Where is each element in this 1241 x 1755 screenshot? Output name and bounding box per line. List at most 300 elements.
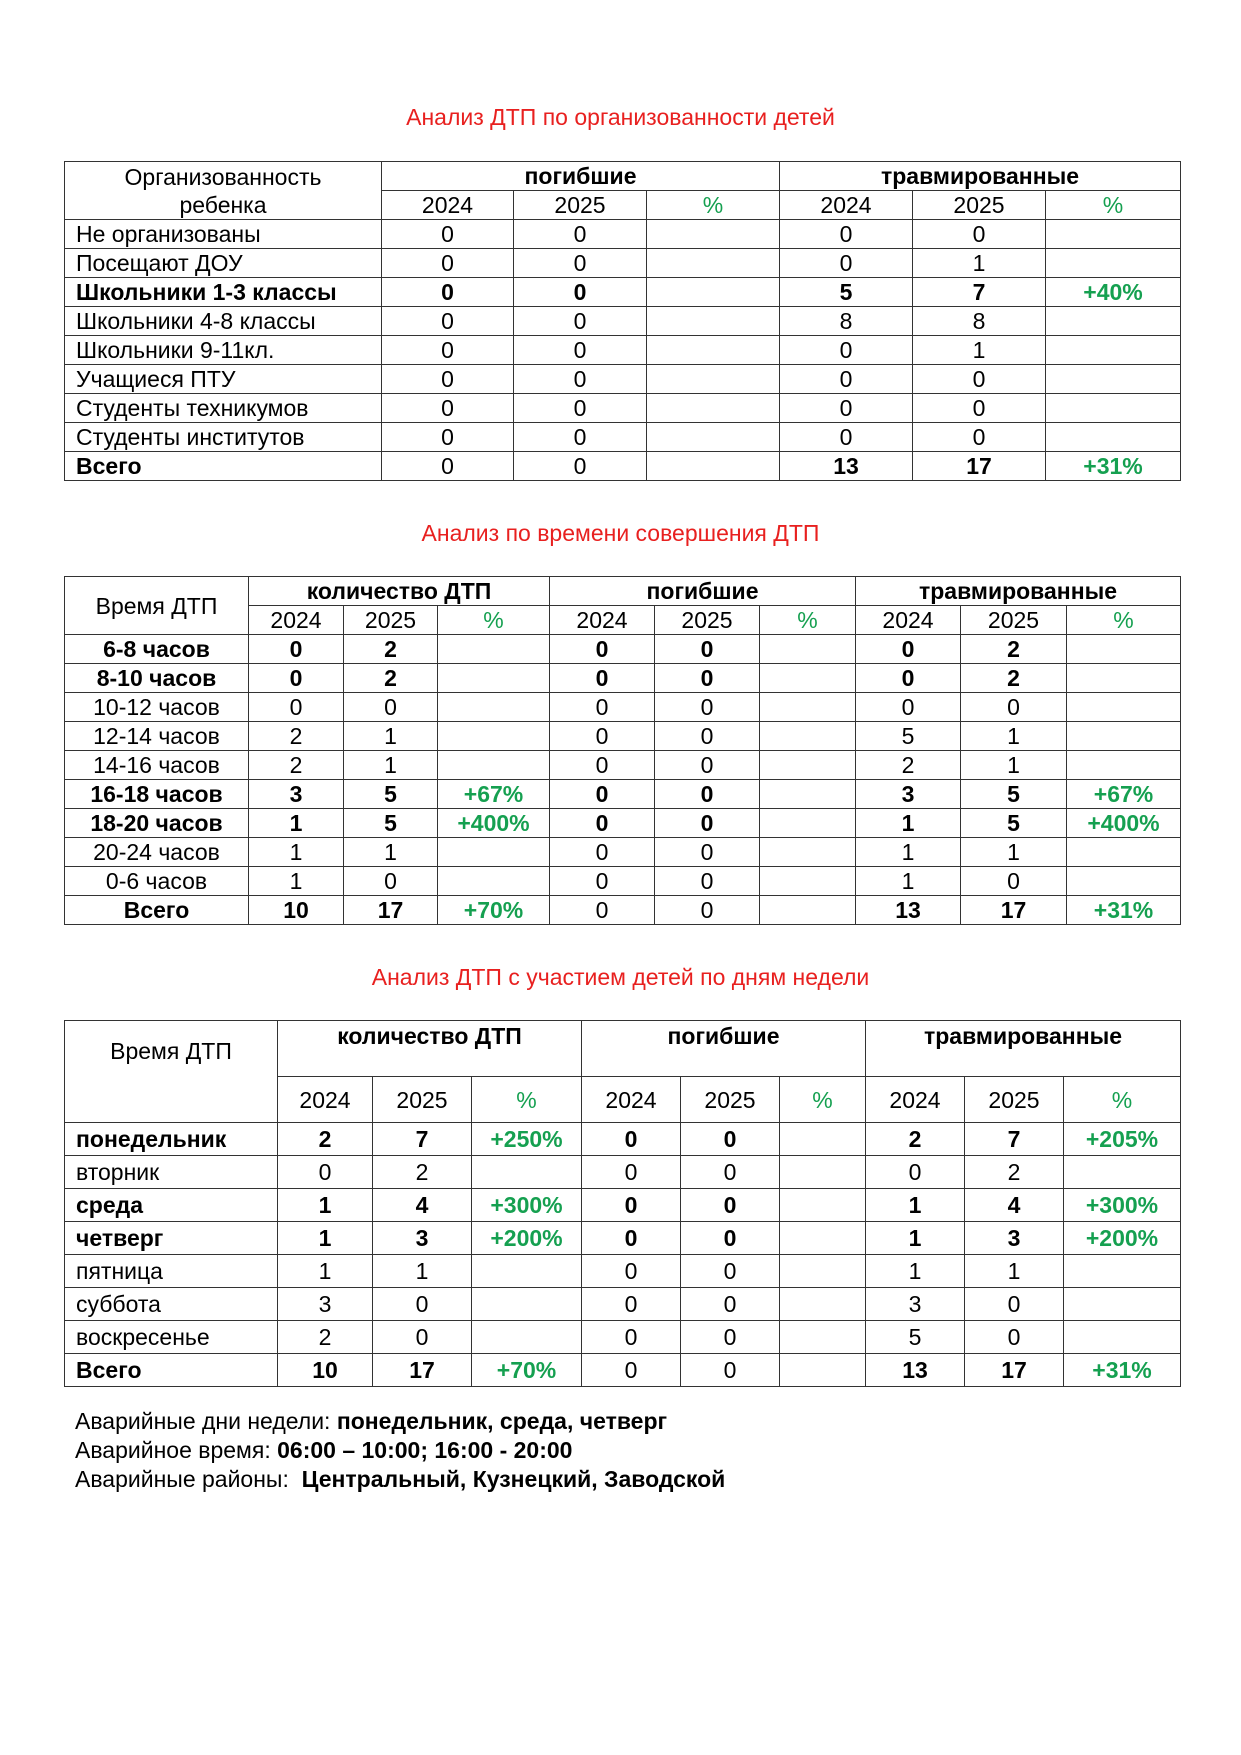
cell-percent [780,1321,866,1354]
cell: 17 [344,896,438,925]
cell-percent [647,336,780,365]
cell: 1 [866,1255,965,1288]
cell: 0 [582,1156,681,1189]
cell: 0 [780,365,913,394]
cell: 17 [913,452,1046,481]
cell-percent: +400% [1067,809,1181,838]
cell-percent [647,249,780,278]
cell: 0 [655,664,760,693]
cell-percent [1046,365,1181,394]
cell: 0 [582,1222,681,1255]
cell: 3 [856,780,961,809]
cell-percent [438,867,550,896]
cell: 3 [373,1222,472,1255]
cell-percent [647,394,780,423]
table-row [65,278,1181,307]
cell: 2 [249,722,344,751]
header-died: погибшие [582,1021,866,1077]
cell: 0 [550,664,655,693]
header-injured: травмированные [856,577,1181,606]
cell-percent [1067,664,1181,693]
row-label: 6-8 часов [65,635,249,664]
table-row [65,867,1181,896]
table-row [65,664,1181,693]
footer-dangerous-areas [75,1465,725,1494]
cell: 0 [655,751,760,780]
header-injured: травмированные [866,1021,1181,1077]
cell: 2 [344,635,438,664]
cell-percent: +300% [472,1189,582,1222]
cell: 1 [344,838,438,867]
header-year-2025: 2025 [655,606,760,635]
cell: 0 [961,867,1067,896]
table-row [65,394,1181,423]
cell: 5 [961,780,1067,809]
cell: 0 [582,1354,681,1387]
table2-title: Анализ по времени совершения ДТП [421,520,820,546]
row-label: Студенты техникумов [65,394,382,423]
cell: 7 [373,1123,472,1156]
cell-percent [647,220,780,249]
row-label: Всего [65,896,249,925]
header-percent: % [438,606,550,635]
cell: 0 [655,809,760,838]
table-row [65,336,1181,365]
cell: 0 [373,1321,472,1354]
row-label: Учащиеся ПТУ [65,365,382,394]
header-percent: % [780,1077,866,1123]
cell: 0 [961,693,1067,722]
table-row [65,307,1181,336]
cell: 1 [856,809,961,838]
cell-percent [760,635,856,664]
cell-percent [438,722,550,751]
cell-percent [1064,1156,1181,1189]
table-row-total [65,896,1181,925]
table-row [65,635,1181,664]
cell-percent [780,1255,866,1288]
header-count: количество ДТП [278,1021,582,1077]
cell: 3 [965,1222,1064,1255]
header-year-2024: 2024 [582,1077,681,1123]
header-percent: % [1067,606,1181,635]
row-label: суббота [65,1288,278,1321]
cell: 0 [681,1189,780,1222]
cell-percent [780,1288,866,1321]
table-row [65,751,1181,780]
cell: 1 [961,838,1067,867]
cell-percent [1067,722,1181,751]
cell: 1 [344,751,438,780]
cell: 0 [514,307,647,336]
row-label: Посещают ДОУ [65,249,382,278]
row-label: 0-6 часов [65,867,249,896]
cell-percent [760,751,856,780]
cell-percent: +300% [1064,1189,1181,1222]
cell-percent [1067,693,1181,722]
table-row [65,1156,1181,1189]
cell: 4 [965,1189,1064,1222]
cell-percent: +31% [1046,452,1181,481]
header-organization: Организованность ребенка [65,162,382,220]
cell-percent [438,751,550,780]
cell-percent: +400% [438,809,550,838]
cell-percent [472,1255,582,1288]
row-label: Студенты институтов [65,423,382,452]
cell: 1 [249,809,344,838]
cell: 0 [780,220,913,249]
row-label: среда [65,1189,278,1222]
cell-percent: +67% [438,780,550,809]
row-label: 12-14 часов [65,722,249,751]
cell: 0 [655,867,760,896]
cell: 0 [550,635,655,664]
row-label: воскресенье [65,1321,278,1354]
header-year-2025: 2025 [961,606,1067,635]
table-row [65,220,1181,249]
cell: 0 [965,1321,1064,1354]
cell: 0 [249,693,344,722]
cell-percent [780,1354,866,1387]
cell: 0 [550,896,655,925]
cell-percent [647,307,780,336]
cell-percent [438,838,550,867]
table-row [65,838,1181,867]
table-row [65,693,1181,722]
header-year-2024: 2024 [278,1077,373,1123]
row-label: понедельник [65,1123,278,1156]
cell: 0 [655,838,760,867]
cell-percent [647,423,780,452]
row-label: Школьники 9-11кл. [65,336,382,365]
cell: 1 [278,1222,373,1255]
header-percent: % [647,191,780,220]
header-year-2025: 2025 [913,191,1046,220]
cell: 3 [278,1288,373,1321]
cell-percent [760,896,856,925]
cell-percent [1046,336,1181,365]
footer-areas-value: Центральный, Кузнецкий, Заводской [301,1466,726,1492]
cell: 0 [514,249,647,278]
table-row [65,365,1181,394]
cell: 10 [249,896,344,925]
cell-percent: +250% [472,1123,582,1156]
row-label: 18-20 часов [65,809,249,838]
cell-percent [472,1156,582,1189]
cell: 0 [582,1288,681,1321]
cell: 2 [278,1321,373,1354]
cell: 5 [961,809,1067,838]
table-row [65,1288,1181,1321]
cell: 10 [278,1354,373,1387]
table-row [65,1189,1181,1222]
cell: 3 [249,780,344,809]
cell-percent [438,635,550,664]
cell: 7 [965,1123,1064,1156]
row-label: 10-12 часов [65,693,249,722]
cell-percent [1064,1255,1181,1288]
cell: 0 [681,1255,780,1288]
cell: 0 [780,249,913,278]
cell: 0 [965,1288,1064,1321]
cell: 0 [382,278,514,307]
header-year-2025: 2025 [373,1077,472,1123]
cell: 2 [278,1123,373,1156]
cell: 0 [681,1288,780,1321]
cell-percent [1046,423,1181,452]
cell: 1 [856,867,961,896]
cell: 0 [550,867,655,896]
cell: 0 [913,394,1046,423]
cell: 0 [681,1156,780,1189]
cell: 8 [780,307,913,336]
cell: 1 [961,751,1067,780]
cell: 13 [866,1354,965,1387]
footer-dangerous-days [75,1407,725,1436]
cell: 0 [514,365,647,394]
header-percent: % [1046,191,1181,220]
cell: 0 [373,1288,472,1321]
cell: 1 [373,1255,472,1288]
cell: 0 [382,220,514,249]
cell-percent [472,1288,582,1321]
cell: 0 [866,1156,965,1189]
cell: 0 [655,780,760,809]
cell: 2 [961,664,1067,693]
cell: 0 [913,220,1046,249]
header-injured: травмированные [780,162,1181,191]
cell-percent [760,780,856,809]
cell-percent [1067,838,1181,867]
cell-percent [438,693,550,722]
row-label: вторник [65,1156,278,1189]
header-died: погибшие [550,577,856,606]
cell: 0 [249,664,344,693]
header-year-2024: 2024 [866,1077,965,1123]
header-year-2025: 2025 [344,606,438,635]
cell: 0 [514,278,647,307]
table-row [65,423,1181,452]
cell: 0 [344,867,438,896]
header-percent: % [472,1077,582,1123]
cell: 0 [780,423,913,452]
cell: 0 [382,452,514,481]
cell: 0 [582,1321,681,1354]
cell-percent [1046,249,1181,278]
cell: 1 [856,838,961,867]
cell: 1 [278,1189,373,1222]
cell: 0 [913,423,1046,452]
cell-percent [780,1156,866,1189]
cell: 1 [249,838,344,867]
footer-time-label: Аварийное время: [75,1437,278,1463]
row-label: четверг [65,1222,278,1255]
cell: 13 [780,452,913,481]
header-year-2024: 2024 [856,606,961,635]
cell: 0 [681,1222,780,1255]
cell-percent [1064,1321,1181,1354]
cell: 1 [913,249,1046,278]
header-count: количество ДТП [249,577,550,606]
cell: 0 [382,394,514,423]
cell: 0 [780,394,913,423]
row-label: 16-18 часов [65,780,249,809]
cell: 0 [550,838,655,867]
table-row [65,809,1181,838]
cell: 2 [344,664,438,693]
cell-percent [647,452,780,481]
table-row-total [65,1354,1181,1387]
header-percent: % [1064,1077,1181,1123]
cell: 0 [382,336,514,365]
cell: 0 [681,1354,780,1387]
cell: 2 [249,751,344,780]
cell: 5 [344,809,438,838]
cell: 0 [913,365,1046,394]
cell-percent [760,722,856,751]
cell-percent [780,1222,866,1255]
cell-percent [760,838,856,867]
cell-percent [760,664,856,693]
cell: 5 [780,278,913,307]
cell: 1 [913,336,1046,365]
cell-percent [647,278,780,307]
row-label: Всего [65,452,382,481]
header-year-2025: 2025 [514,191,647,220]
row-label: пятница [65,1255,278,1288]
cell: 2 [856,751,961,780]
cell: 0 [856,664,961,693]
table-row [65,722,1181,751]
cell-percent [1046,307,1181,336]
cell: 0 [382,423,514,452]
header-year-2024: 2024 [780,191,913,220]
cell: 0 [655,693,760,722]
cell: 0 [514,423,647,452]
cell: 0 [382,307,514,336]
table-row [65,1222,1181,1255]
cell-percent: +70% [472,1354,582,1387]
cell-percent: +31% [1064,1354,1181,1387]
table1-title: Анализ ДТП по организованности детей [406,104,835,130]
header-percent: % [760,606,856,635]
cell: 0 [856,635,961,664]
cell-percent [1067,867,1181,896]
row-label: 20-24 часов [65,838,249,867]
cell: 0 [382,365,514,394]
cell: 0 [681,1321,780,1354]
header-time: Время ДТП [65,1021,278,1123]
cell: 1 [866,1189,965,1222]
cell: 0 [550,693,655,722]
cell: 0 [655,896,760,925]
table-row [65,1321,1181,1354]
cell-percent [780,1189,866,1222]
table3-title: Анализ ДТП с участием детей по дням недели [371,964,870,990]
table-time [64,576,1181,925]
cell: 0 [780,336,913,365]
cell-percent: +67% [1067,780,1181,809]
cell-percent [760,867,856,896]
cell: 5 [866,1321,965,1354]
table-organization [64,161,1181,481]
cell: 0 [655,635,760,664]
row-label: 8-10 часов [65,664,249,693]
cell: 2 [961,635,1067,664]
cell: 0 [514,394,647,423]
header-year-2024: 2024 [550,606,655,635]
cell: 3 [866,1288,965,1321]
footer-time-value: 06:00 – 10:00; 16:00 - 20:00 [277,1437,573,1463]
cell: 1 [278,1255,373,1288]
cell: 0 [550,809,655,838]
cell: 7 [913,278,1046,307]
header-year-2025: 2025 [965,1077,1064,1123]
cell: 1 [965,1255,1064,1288]
cell: 0 [382,249,514,278]
cell: 2 [866,1123,965,1156]
footer-notes [75,1407,725,1494]
cell: 17 [961,896,1067,925]
cell: 0 [550,780,655,809]
footer-days-value: понедельник, среда, четверг [336,1408,668,1434]
cell: 0 [514,336,647,365]
row-label: Не организованы [65,220,382,249]
row-label: 14-16 часов [65,751,249,780]
header-time: Время ДТП [65,577,249,635]
cell: 1 [961,722,1067,751]
header-year-2025: 2025 [681,1077,780,1123]
cell-percent [760,809,856,838]
cell-percent [1064,1288,1181,1321]
table-row-total [65,452,1181,481]
cell: 8 [913,307,1046,336]
cell-percent: +200% [472,1222,582,1255]
cell: 0 [514,220,647,249]
cell: 17 [373,1354,472,1387]
row-label: Школьники 1-3 классы [65,278,382,307]
footer-dangerous-time [75,1436,725,1465]
cell-percent: +205% [1064,1123,1181,1156]
cell-percent [1067,751,1181,780]
table-row [65,249,1181,278]
table-row [65,1255,1181,1288]
cell-percent [1046,394,1181,423]
table-row [65,1123,1181,1156]
cell: 0 [514,452,647,481]
table-weekdays [64,1020,1181,1387]
cell: 0 [582,1123,681,1156]
cell-percent [1067,635,1181,664]
cell: 0 [249,635,344,664]
cell-percent: +31% [1067,896,1181,925]
cell-percent [1046,220,1181,249]
cell: 0 [344,693,438,722]
cell-percent [760,693,856,722]
cell-percent: +200% [1064,1222,1181,1255]
cell: 0 [655,722,760,751]
footer-areas-label: Аварийные районы: [75,1466,302,1492]
cell: 0 [582,1189,681,1222]
cell: 0 [681,1123,780,1156]
cell: 5 [344,780,438,809]
cell: 4 [373,1189,472,1222]
cell: 1 [866,1222,965,1255]
cell: 2 [965,1156,1064,1189]
footer-days-label: Аварийные дни недели: [75,1408,337,1434]
cell: 2 [373,1156,472,1189]
cell: 0 [856,693,961,722]
